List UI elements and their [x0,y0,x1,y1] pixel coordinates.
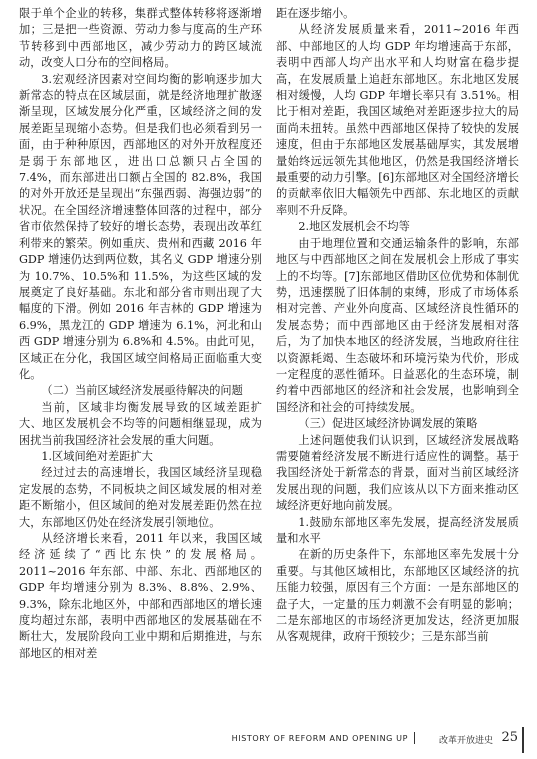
page-footer [0,725,537,757]
paragraph: 限于单个企业的转移，集群式整体转移将逐渐增加；三是把一些资源、劳动力参与度高的生产环节转移到中西部地区，减少劳动力的跨区域流动，改变人口分布的空间格局。 [19,7,262,70]
journal-title-chinese: 改革开放进史 [438,736,493,746]
paragraph: 2.地区发展机会不均等 [298,220,410,234]
footer-vertical-rule [522,727,524,753]
left-column [19,6,262,662]
paragraph: 距在逐步缩小。 [276,7,355,20]
paragraph: 由于地理位置和交通运输条件的影响，东部地区与中西部地区之间在发展机会上形成了事实上的不均等。[7]东部地区借助区位优势和体制优势，迅速摆脱了旧体制的束缚，形成了市场体系相对完善、产业外向度高、区域经济良性循环的发展态势；而中西部地区由于经济发展相对落后，为了加快本地区的经济发展，当地政府往往以资源耗竭、生态破坏和环境污染为代价，形成一定程度的恶性循环。日益恶化的生态环境，制约着中西部地区的经济和社会发展，也影响到全国经济和社会的可持续发展。 [276,236,519,414]
paragraph: 从经济增长来看，2011 年以来，我国区域经济延续了“西比东快”的发展格局。2011~2016 年东部、中部、东北、西部地区的 GDP 年均增速分别为 8.3%、8.8%、2.9%、9.3%，除东北地区外，中部和西部地区的增长速度均超过东部，表明中西部地区的发展基础在不断壮大，发展阶段向工业中期和后期推进，与东部地区的相对差 [19,532,262,660]
paragraph: 从经济发展质量来看，2011~2016 年西部、中部地区的人均 GDP 年均增速高于东部，表明中西部人均产出水平和人均财富在稳步提高，在发展质量上追赶东部地区。东北地区发展相对缓慢，人均 GDP 年增长率只有 3.51%。相比于相对差距，我国区域绝对差距逐步拉大的局面尚未扭转。虽然中西部地区保持了较快的发展速度，但由于东部地区发展基础厚实，其发展增量始终远远领先其他地区，仍然是我国经济增长最重要的动力引擎。[6]东部地区对全国经济增长的贡献率依旧大幅领先中西部、东北地区的贡献率则不升反降。 [276,23,519,217]
paragraph: 1.鼓励东部地区率先发展，提高经济发展质量和水平 [276,515,519,545]
right-column [276,6,519,646]
paragraph: （二）当前区域经济发展亟待解决的问题 [41,384,243,398]
footer-separator [414,732,415,744]
paragraph: 3.宏观经济因素对空间均衡的影响逐步加大新常态的特点在区域层面，就是经济地理扩散逐渐呈现，区域发展分化严重，区域经济之间的发展差距呈现缩小态势。但是我们也必须看到另一面，由于种种原因，西部地区的对外开放程度还是弱于东部地区，进出口总额只占全国的 7.4%，而东部进出口额占全国的 82.8%，我国的对外开放还是呈现出“东强西弱、海强边弱”的状况。在全国经济增速整体回落的过程中，部分省市依然保持了较好的增长态势，表现出改革红利带来的繁荣。例如重庆、贵州和西藏 2016 年 GDP 增速仍达到两位数，其名义 GDP 增速分别为 10.7%、10.5%和 11.5%，为这些区域的发展奠定了良好基础。东北和部分省市则出现了大幅度的下滑。例如 2016 年吉林的 GDP 增速为 6.9%，黑龙江的 GDP 增速为 6.1%，河北和山西 GDP 增速分别为 6.8%和 4.5%。由此可见，区域正在分化，我国区域空间格局正面临重大变化。 [19,72,262,381]
page-number: 25 [501,730,518,745]
paragraph: 经过过去的高速增长，我国区域经济呈现稳定发展的态势，不同板块之间区域发展的相对差距不断缩小，但区域间的绝对发展差距仍然在拉大，东部地区仍处在经济发展引领地位。 [19,466,262,529]
paragraph: 当前，区域非均衡发展导致的区域差距扩大、地区发展机会不均等的问题相继显现，成为困扰当前我国经济社会发展的重大问题。 [19,400,262,447]
paragraph: 上述问题使我们认识到，区域经济发展战略需要随着经济发展不断进行适应性的调整。基于我国经济处于新常态的背景，面对当前区域经济发展出现的问题，我们应该从以下方面来推动区域经济更好地向前发展。 [276,433,519,513]
paragraph: 在新的历史条件下，东部地区率先发展十分重要。与其他区域相比，东部地区区域经济的抗压能力较强，原因有三个方面：一是东部地区的盘子大，一定量的压力刺激不会有明显的影响；二是东部地区的市场经济更加发达，经济更加服从客观规律，政府干预较少；三是东部当前 [276,548,519,644]
journal-title-english: HISTORY OF REFORM AND OPENING UP [231,734,408,743]
paragraph: 1.区域间绝对差距扩大 [41,449,153,463]
paragraph: （三）促进区域经济协调发展的策略 [298,417,478,431]
